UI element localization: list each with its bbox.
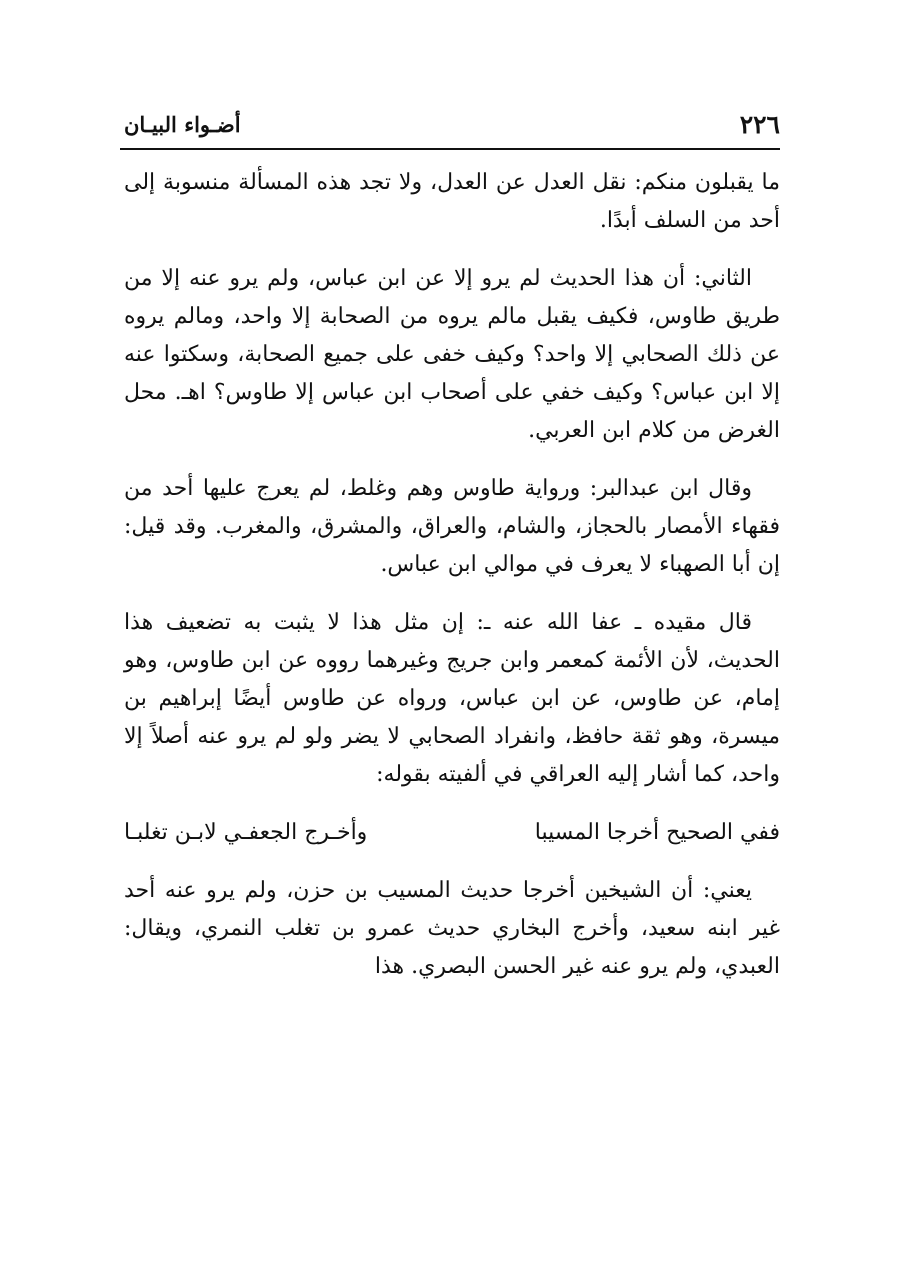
running-header bbox=[120, 104, 780, 150]
paragraph-ibn-abdilbarr: وقال ابن عبدالبر: ورواية طاوس وهم وغلط، لم يعرج عليها أحد من فقهاء الأمصار بالحجاز، والشام، والعراق، والمشرق، والمغرب. وقد قيل: إن أبا الصهباء لا يعرف في موالي ابن عباس. bbox=[124, 476, 780, 577]
page-number: ٢٢٦ bbox=[739, 110, 780, 139]
paragraph-second-point: الثاني: أن هذا الحديث لم يرو إلا عن ابن عباس، ولم يرو عنه إلا من طريق طاوس، فكيف يقبل مالم يروه من الصحابة إلا واحد، ومالم يروه عن ذلك الصحابي إلا واحد؟ وكيف خفى على جميع الصحابة، وسكتوا عنه إلا ابن عباس؟ وكيف خفي على أصحاب ابن عباس إلا طاوس؟ اهـ. محل الغرض من كلام ابن العربي. bbox=[124, 266, 780, 443]
body-text bbox=[124, 164, 780, 986]
paragraph-explanation: يعني: أن الشيخين أخرجا حديث المسيب بن حزن، ولم يرو عنه أحد غير ابنه سعيد، وأخرج البخاري حديث عمرو بن تغلب النمري، ويقال: العبدي، ولم يرو عنه غير الحسن البصري. هذا bbox=[124, 878, 780, 979]
paragraph-continuation: ما يقبلون منكم: نقل العدل عن العدل، ولا تجد هذه المسألة منسوبة إلى أحد من السلف أبدًا. bbox=[124, 170, 780, 233]
poem-verse bbox=[124, 814, 780, 852]
verse-first-hemistich: ففي الصحيح أخرجا المسيبا bbox=[534, 820, 780, 845]
paragraph-author-comment: قال مقيده ـ عفا الله عنه ـ: إن مثل هذا لا يثبت به تضعيف هذا الحديث، لأن الأئمة كمعمر وابن جريج وغيرهما رووه عن ابن طاوس، وهو إمام، عن طاوس، عن ابن عباس، ورواه عن طاوس أيضًا إبراهيم بن ميسرة، وهو ثقة حافظ، وانفراد الصحابي لا يضر ولو لم يرو عنه أصلاً إلا واحد، كما أشار إليه العراقي في ألفيته بقوله: bbox=[124, 610, 780, 787]
book-title: أضـواء البيـان bbox=[124, 112, 241, 137]
verse-second-hemistich: وأخـرج الجعفـي لابـن تغلبـا bbox=[124, 820, 368, 845]
